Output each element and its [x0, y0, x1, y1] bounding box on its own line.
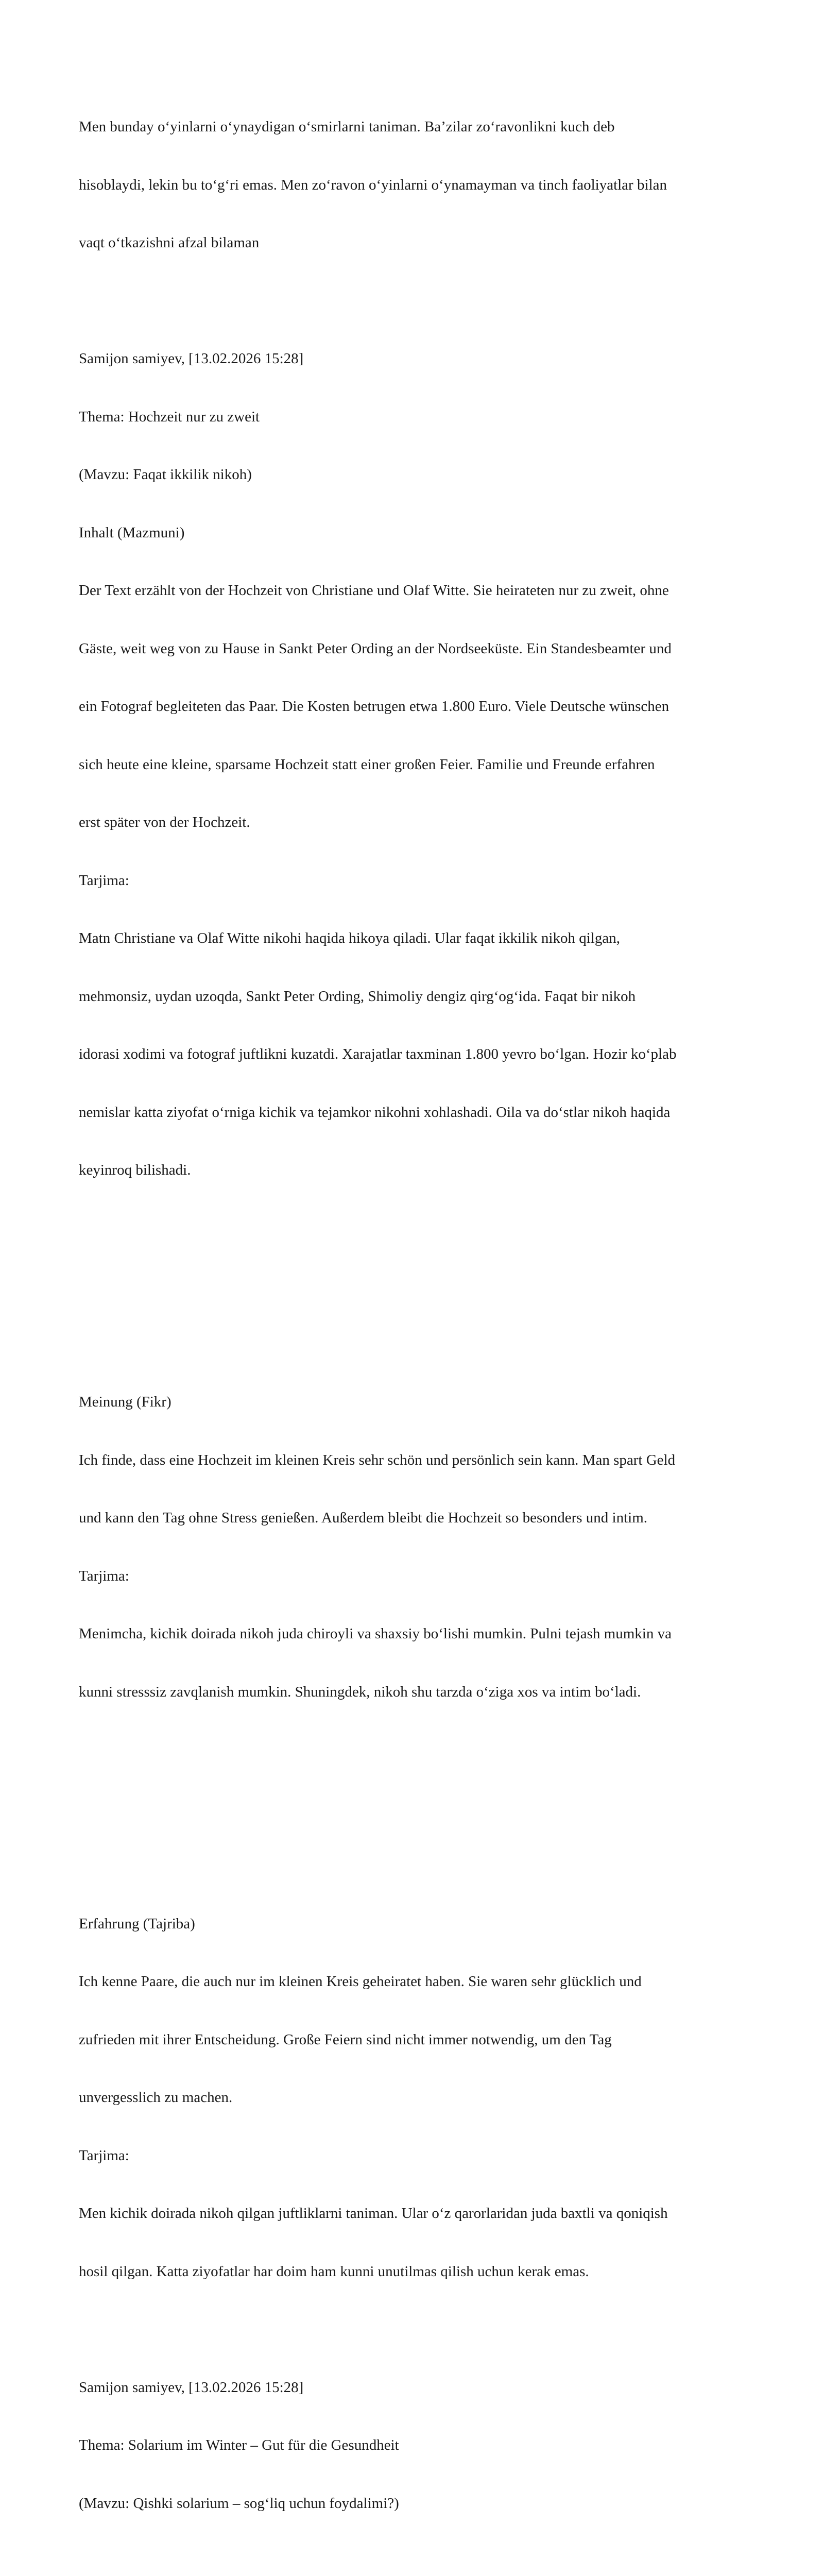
message-header: Samijon samiyev, [13.02.2026 15:28]	[79, 2379, 304, 2396]
topic-heading: Thema: Hochzeit nur zu zweit	[79, 408, 260, 425]
text-line: hosil qilgan. Katta ziyofatlar har doim ham kunni unutilmas qilish uchun kerak emas.	[79, 2263, 589, 2280]
blank-line	[79, 1219, 748, 1239]
section-heading: Meinung (Fikr)	[79, 1394, 171, 1410]
section-heading: Tarjima:	[79, 2147, 129, 2164]
text-line: zufrieden mit ihrer Entscheidung. Große Feiern sind nicht immer notwendig, um den Tag	[79, 2031, 612, 2048]
text-line: idorasi xodimi va fotograf juftlikni kuzatdi. Xarajatlar taxminan 1.800 yevro boʻlgan. Hozir koʻplab	[79, 1046, 677, 1062]
text-line: vaqt oʻtkazishni afzal bilaman	[79, 234, 260, 251]
text-line: Men kichik doirada nikoh qilgan juftliklarni taniman. Ular oʻz qarorlaridan juda baxtli va qoniqish	[79, 2205, 668, 2222]
text-line: Menimcha, kichik doirada nikoh juda chiroyli va shaxsiy boʻlishi mumkin. Pulni tejash mumkin va	[79, 1625, 672, 1642]
text-line: mehmonsiz, uydan uzoqda, Sankt Peter Ording, Shimoliy dengiz qirgʻogʻida. Faqat bir nikoh	[79, 988, 636, 1005]
topic-heading: Thema: Solarium im Winter – Gut für die Gesundheit	[79, 2437, 399, 2453]
topic-translation: (Mavzu: Qishki solarium – sogʻliq uchun foydalimi?)	[79, 2495, 399, 2512]
text-line: hisoblaydi, lekin bu toʻgʻri emas. Men zoʻravon oʻyinlarni oʻynamayman va tinch faoliyatlar bilan	[79, 176, 667, 193]
text-line: Ich kenne Paare, die auch nur im kleinen Kreis geheiratet haben. Sie waren sehr glücklich und	[79, 1973, 642, 1990]
text-line: unvergesslich zu machen.	[79, 2089, 233, 2106]
section-heading: Inhalt (Mazmuni)	[79, 524, 185, 541]
text-line: ein Fotograf begleiteten das Paar. Die Kosten betrugen etwa 1.800 Euro. Viele Deutsche wünschen	[79, 698, 670, 715]
blank-line	[79, 2320, 748, 2340]
message-header: Samijon samiyev, [13.02.2026 15:28]	[79, 350, 304, 367]
section-heading: Tarjima:	[79, 1567, 129, 1584]
blank-line	[79, 292, 748, 311]
text-line: Der Text erzählt von der Hochzeit von Christiane und Olaf Witte. Sie heirateten nur zu zweit, ohne	[79, 582, 669, 599]
text-line: und kann den Tag ohne Stress genießen. Außerdem bleibt die Hochzeit so besonders und intim.	[79, 1510, 648, 1526]
text-line: erst später von der Hochzeit.	[79, 814, 250, 831]
text-line: Gäste, weit weg von zu Hause in Sankt Peter Ording an der Nordseeküste. Ein Standesbeamter und	[79, 640, 672, 657]
blank-line	[79, 1740, 748, 1760]
blank-line	[79, 1799, 748, 1818]
blank-line	[79, 1856, 748, 1876]
document-page	[79, 79, 748, 2576]
section-heading: Erfahrung (Tajriba)	[79, 1915, 195, 1932]
text-line: Ich finde, dass eine Hochzeit im kleinen Kreis sehr schön und persönlich sein kann. Man spart Geld	[79, 1451, 676, 1468]
section-heading: Tarjima:	[79, 872, 129, 889]
text-line: Matn Christiane va Olaf Witte nikohi haqida hikoya qiladi. Ular faqat ikkilik nikoh qilgan,	[79, 930, 620, 946]
text-line: Men bunday oʻyinlarni oʻynaydigan oʻsmirlarni taniman. Baʼzilar zoʻravonlikni kuch deb	[79, 118, 615, 135]
blank-line	[79, 1335, 748, 1354]
blank-line	[79, 1277, 748, 1296]
topic-translation: (Mavzu: Faqat ikkilik nikoh)	[79, 466, 252, 483]
text-line: nemislar katta ziyofat oʻrniga kichik va tejamkor nikohni xohlashadi. Oila va doʻstlar nikoh haqida	[79, 1104, 671, 1121]
blank-line	[79, 2552, 748, 2571]
text-line: sich heute eine kleine, sparsame Hochzeit statt einer großen Feier. Familie und Freunde erfahren	[79, 756, 655, 773]
text-line: kunni stresssiz zavqlanish mumkin. Shuningdek, nikoh shu tarzda oʻziga xos va intim boʻladi.	[79, 1683, 641, 1700]
text-line: keyinroq bilishadi.	[79, 1162, 191, 1178]
